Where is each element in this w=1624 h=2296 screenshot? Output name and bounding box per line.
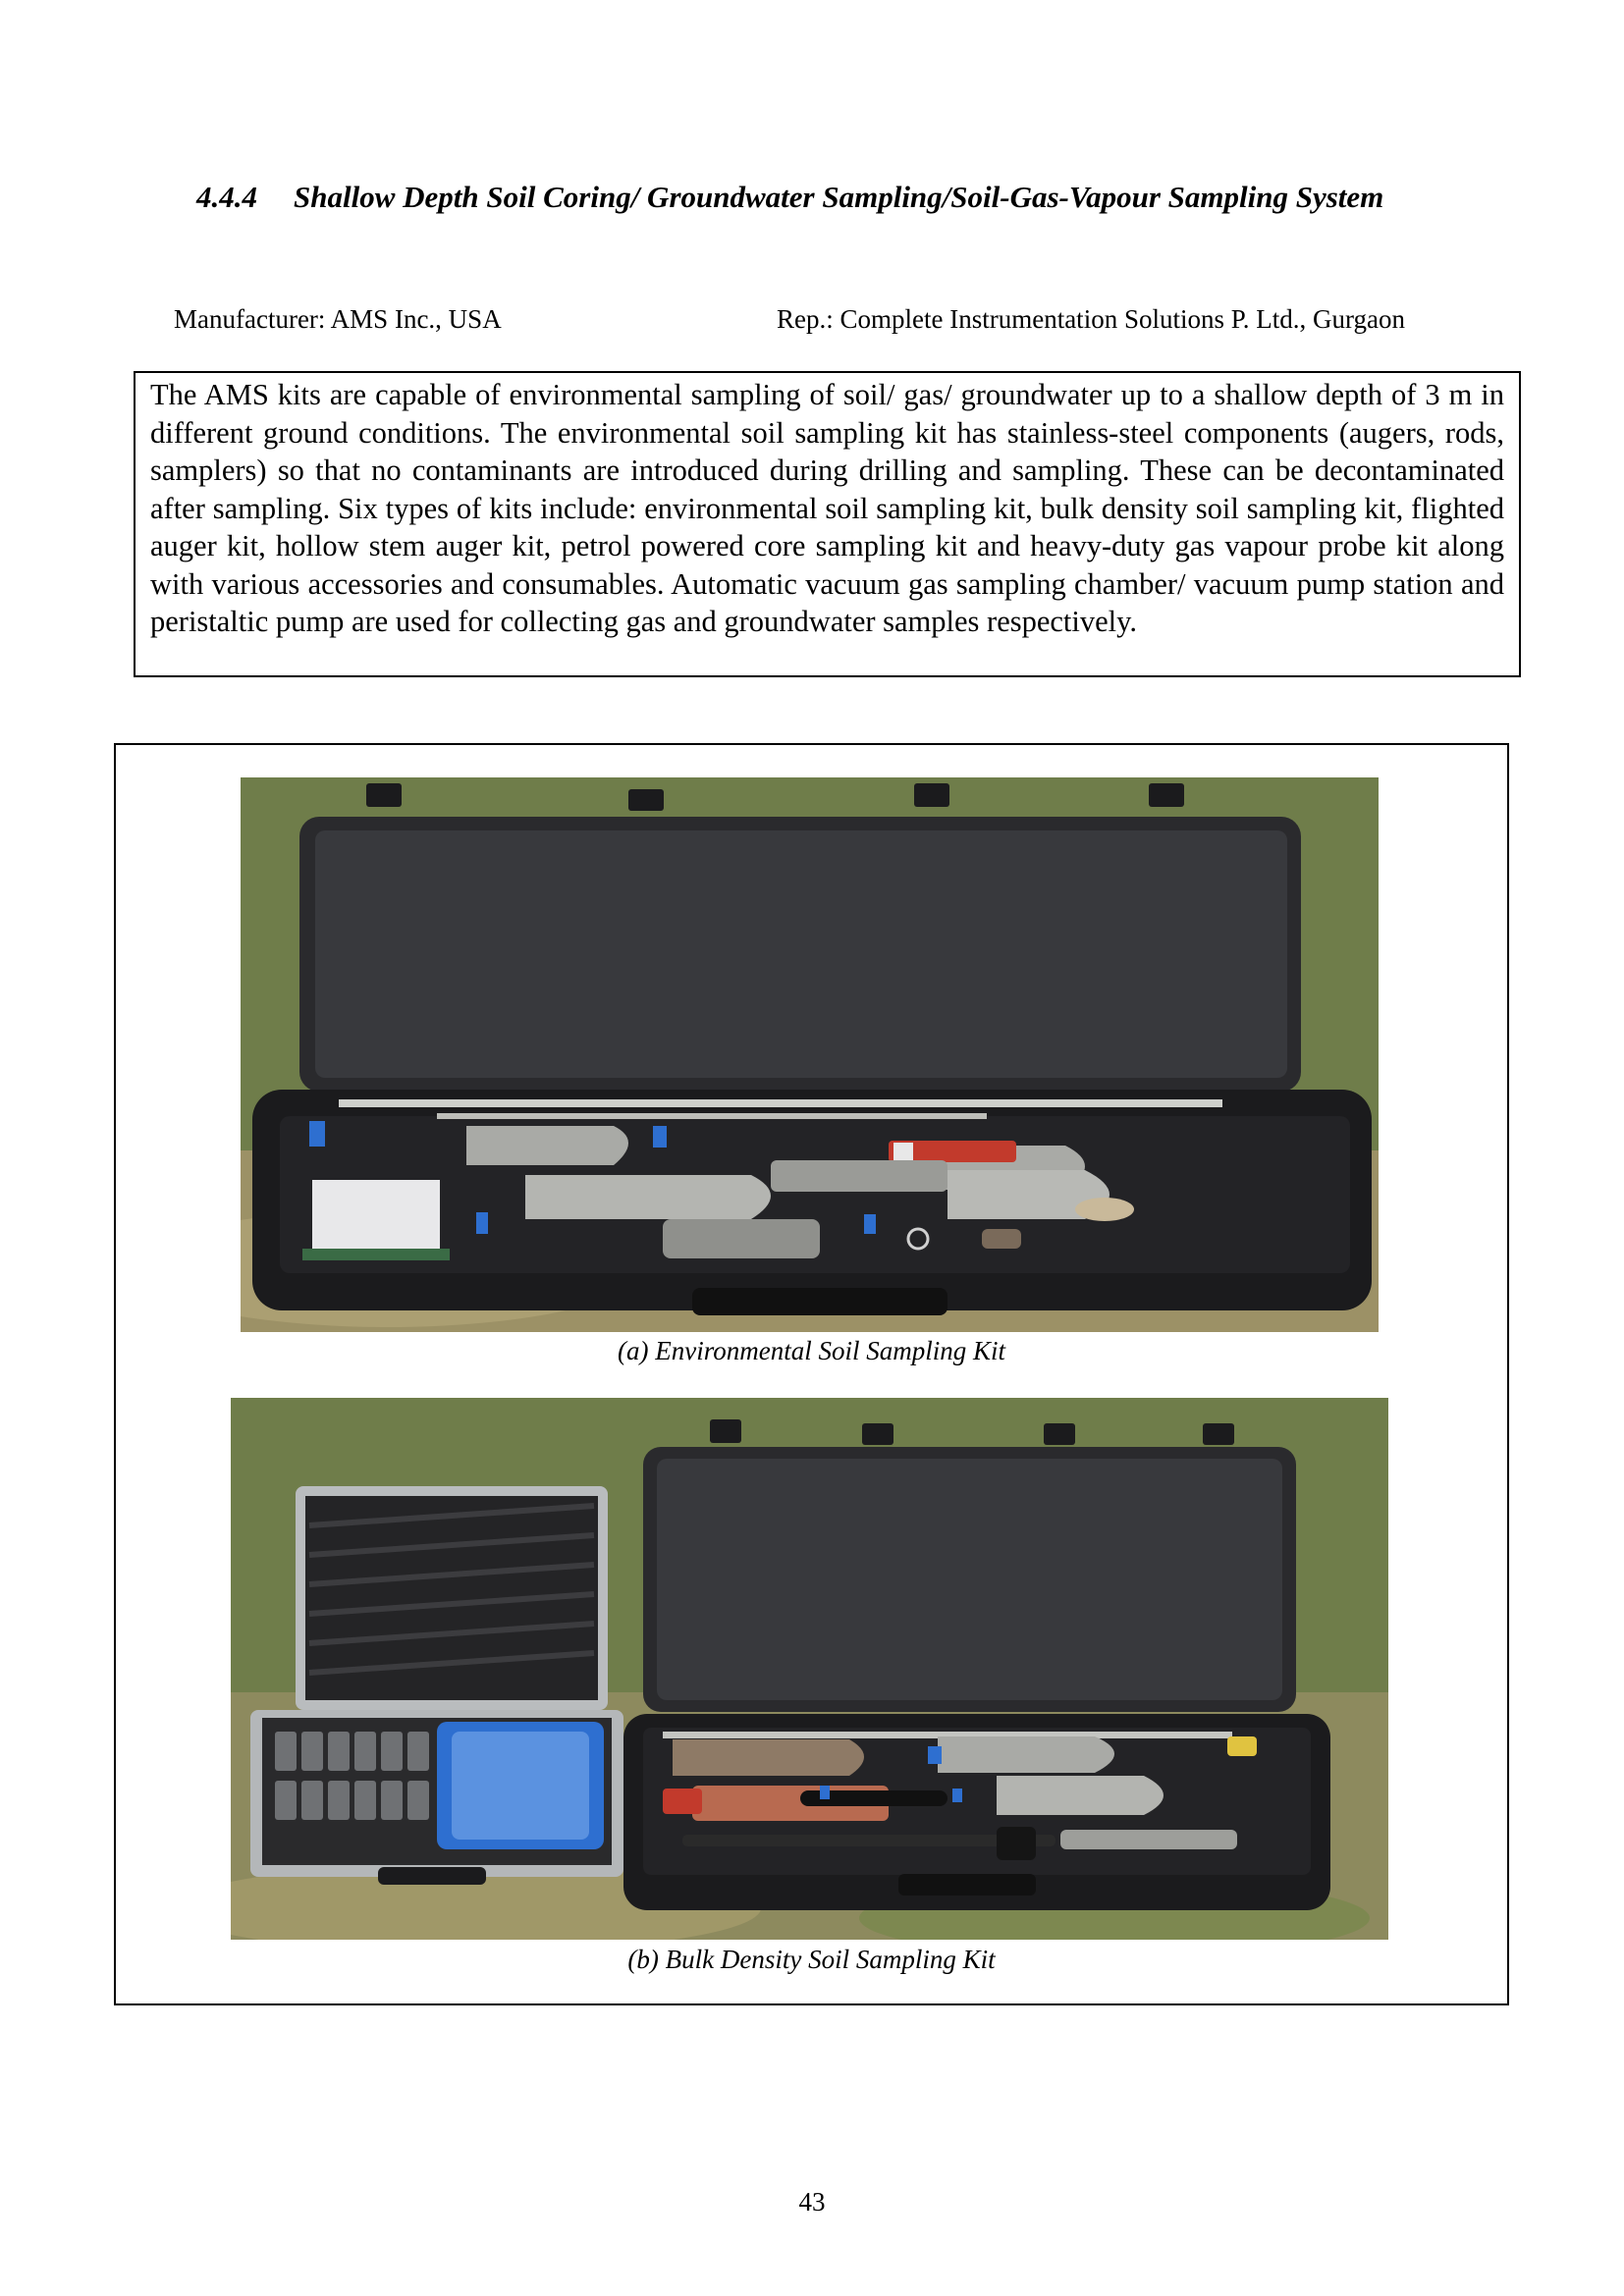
photo-bulk-density-kit xyxy=(231,1398,1388,1940)
photo-environmental-soil-kit xyxy=(241,777,1379,1332)
figure-frame xyxy=(114,743,1509,2005)
section-number: 4.4.4 xyxy=(196,180,257,214)
section-title: Shallow Depth Soil Coring/ Groundwater Sampling/Soil-Gas-Vapour Sampling System xyxy=(294,180,1384,214)
page-number: 43 xyxy=(798,2187,826,2216)
caption-b: (b) Bulk Density Soil Sampling Kit xyxy=(627,1945,996,1974)
representative-text: Rep.: Complete Instrumentation Solutions P. Ltd., Gurgaon xyxy=(777,304,1405,334)
description-box xyxy=(134,371,1521,677)
manufacturer-text: Manufacturer: AMS Inc., USA xyxy=(174,304,502,334)
caption-a: (a) Environmental Soil Sampling Kit xyxy=(618,1336,1005,1365)
description-text: The AMS kits are capable of environmental sampling of soil/ gas/ groundwater up to a shallow depth of 3 m in different ground conditions. The environmental soil sampling kit has stainless-steel components (augers, rods, samplers) so that no contaminants are introduced during drilling and sampling. These can be decontaminated after sampling. Six types of kits include: environmental soil sampling kit, bulk density soil sampling kit, flighted auger kit, hollow stem auger kit, petrol powered core sampling kit and heavy-duty gas vapour probe kit along with various accessories and consumables. Automatic vacuum gas sampling chamber/ vacuum pump station and peristaltic pump are used for collecting gas and groundwater samples respectively. xyxy=(150,378,1504,638)
